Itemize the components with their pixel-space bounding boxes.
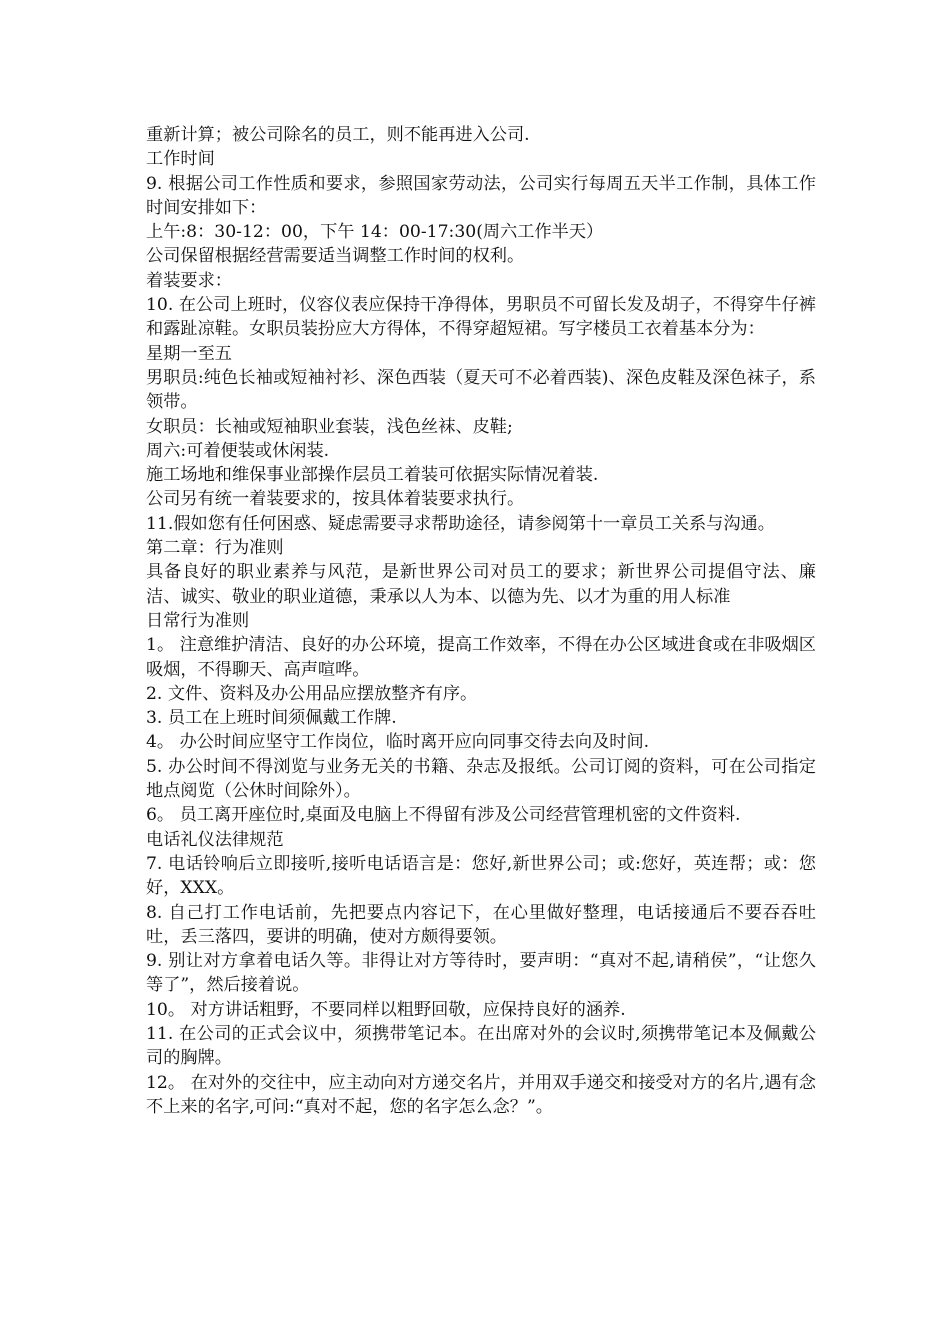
paragraph: 星期一至五 bbox=[146, 343, 232, 364]
paragraph: 10。 对方讲话粗野，不要同样以粗野回敬，应保持良好的涵养. bbox=[146, 999, 626, 1020]
paragraph: 3. 员工在上班时间须佩戴工作牌. bbox=[146, 708, 397, 729]
paragraph: 9. 别让对方拿着电话久等。非得让对方等待时，要声明：“真对不起,请稍侯”，“让您久等了”，然后接着说。 bbox=[146, 951, 816, 996]
paragraph: 公司保留根据经营需要适当调整工作时间的权利。 bbox=[146, 246, 525, 267]
paragraph: 具备良好的职业素养与风范，是新世界公司对员工的要求；新世界公司提倡守法、廉洁、诚实、敬业的职业道德，秉承以人为本、以德为先、以才为重的用人标准 bbox=[146, 562, 816, 607]
paragraph: 8. 自己打工作电话前，先把要点内容记下，在心里做好整理，电话接通后不要吞吞吐吐，丢三落四，要讲的明确，使对方颇得要领。 bbox=[146, 902, 816, 947]
chapter-heading: 第二章：行为准则 bbox=[146, 538, 284, 559]
paragraph: 男职员:纯色长袖或短袖衬衫、深色西装（夏天可不必着西装)、深色皮鞋及深色袜子，系领带。 bbox=[146, 367, 816, 413]
section-heading: 电话礼仪法律规范 bbox=[146, 829, 284, 850]
paragraph: 1。 注意维护清洁、良好的办公环境，提高工作效率，不得在办公区域进食或在非吸烟区吸烟，不得聊天、高声喧哗。 bbox=[146, 635, 816, 680]
paragraph: 11. 在公司的正式会议中，须携带笔记本。在出席对外的会议时,须携带笔记本及佩戴公司的胸牌。 bbox=[146, 1023, 816, 1069]
paragraph: 重新计算；被公司除名的员工，则不能再进入公司. bbox=[146, 125, 530, 145]
document-body bbox=[146, 123, 816, 1119]
paragraph: 公司另有统一着装要求的，按具体着装要求执行。 bbox=[146, 489, 525, 510]
paragraph: 4。 办公时间应坚守工作岗位，临时离开应向同事交待去向及时间. bbox=[146, 732, 650, 753]
paragraph: 10. 在公司上班时，仪容仪表应保持干净得体，男职员不可留长发及胡子，不得穿牛仔裤和露趾凉鞋。女职员装扮应大方得体，不得穿超短裙。写字楼员工衣着基本分为： bbox=[146, 295, 816, 340]
paragraph: 女职员：长袖或短袖职业套装，浅色丝袜、皮鞋; bbox=[146, 416, 513, 437]
section-heading: 着装要求： bbox=[146, 270, 232, 291]
paragraph: 7. 电话铃响后立即接听,接听电话语言是：您好,新世界公司；或:您好，英连帮；或：您好，XXX。 bbox=[146, 853, 816, 899]
paragraph: 12。 在对外的交往中，应主动向对方递交名片，并用双手递交和接受对方的名片,遇有念不上来的名字,可问:“真对不起，您的名字怎么念？”。 bbox=[146, 1072, 816, 1117]
paragraph: 上午:8：30-12：00，下午 14：00-17:30(周六工作半天） bbox=[146, 222, 604, 243]
paragraph: 6。 员工离开座位时,桌面及电脑上不得留有涉及公司经营管理机密的文件资料. bbox=[146, 805, 741, 826]
paragraph: 9. 根据公司工作性质和要求，参照国家劳动法，公司实行每周五天半工作制，具体工作时间安排如下： bbox=[146, 173, 816, 218]
paragraph: 11.假如您有任何困惑、疑虑需要寻求帮助途径，请参阅第十一章员工关系与沟通。 bbox=[146, 513, 775, 534]
paragraph: 2. 文件、资料及办公用品应摆放整齐有序。 bbox=[146, 683, 478, 704]
paragraph: 施工场地和维保事业部操作层员工着装可依据实际情况着装. bbox=[146, 465, 599, 486]
paragraph: 5. 办公时间不得浏览与业务无关的书籍、杂志及报纸。公司订阅的资料，可在公司指定地点阅览（公休时间除外）。 bbox=[146, 756, 816, 802]
section-heading: 日常行为准则 bbox=[146, 610, 250, 631]
paragraph: 周六:可着便装或休闲装. bbox=[146, 440, 330, 461]
section-heading: 工作时间 bbox=[146, 149, 215, 170]
